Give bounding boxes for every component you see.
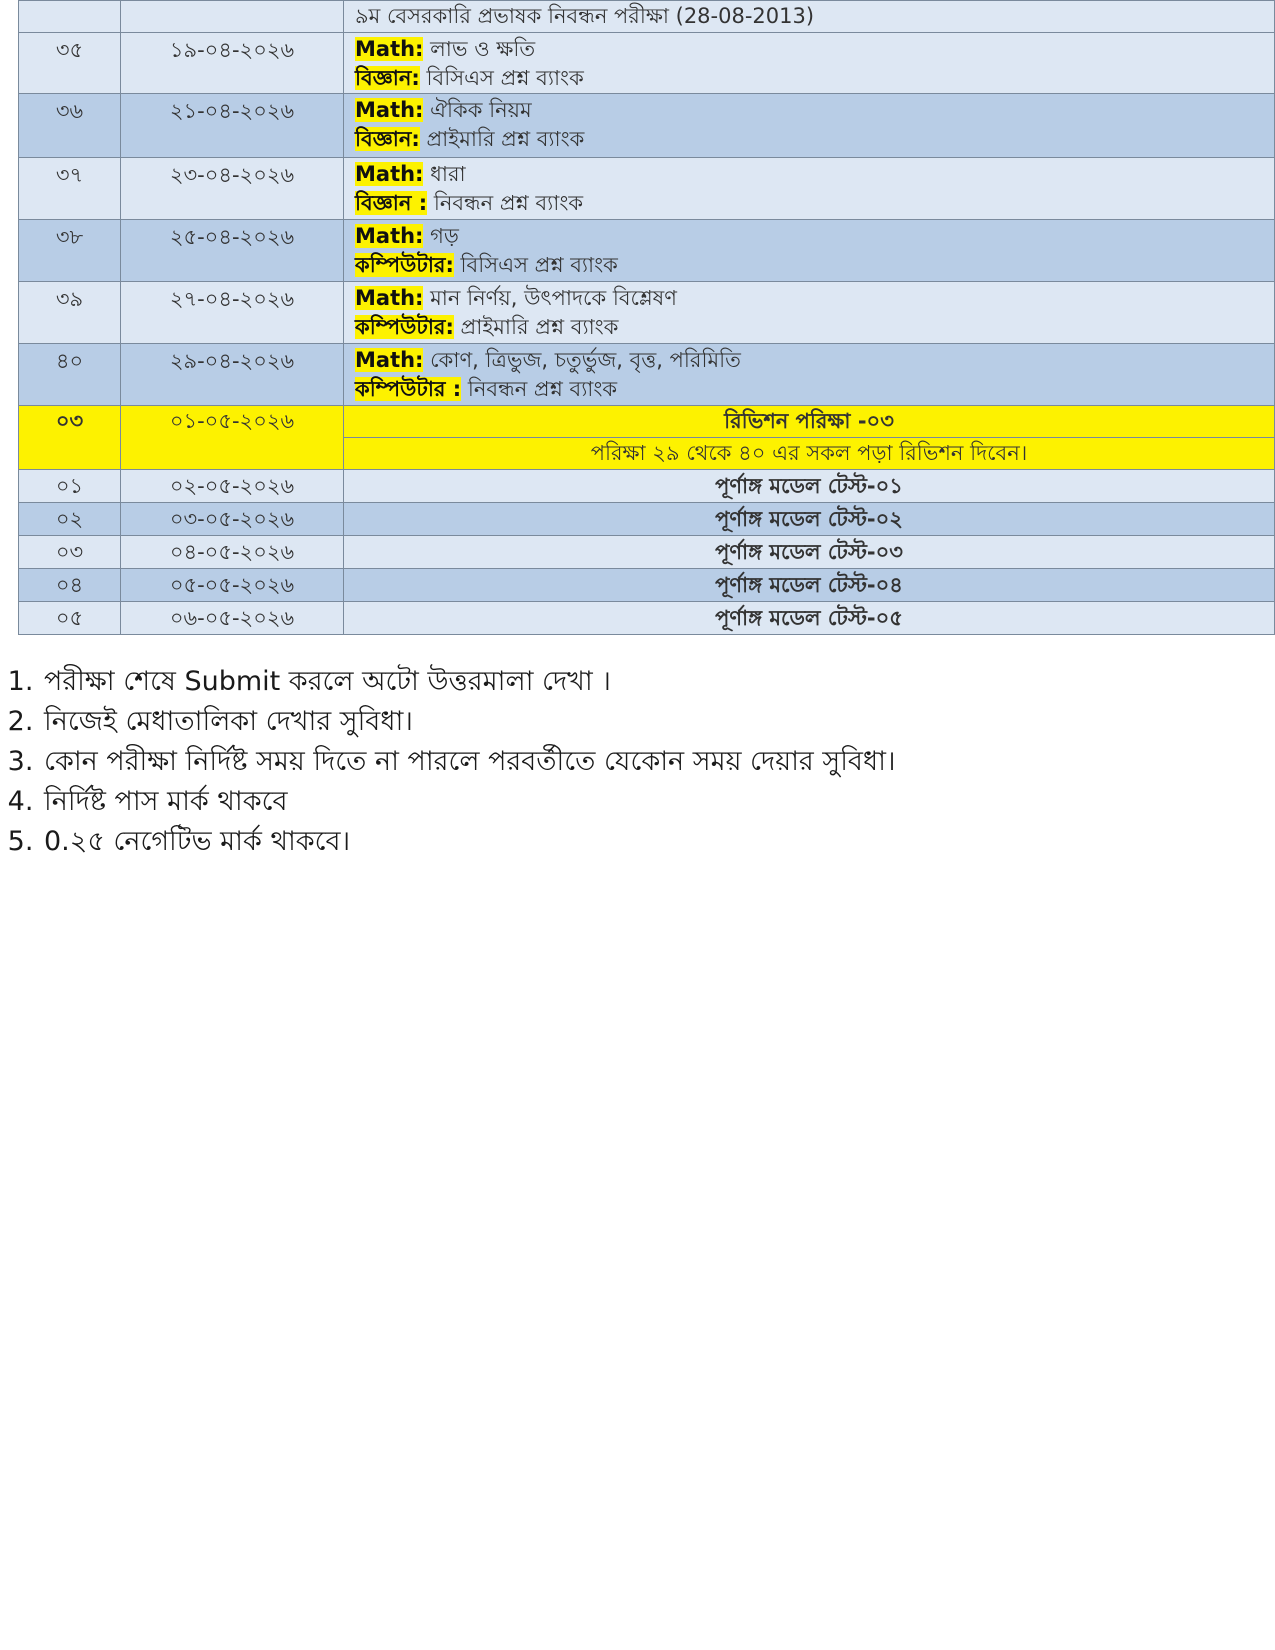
topic-line xyxy=(355,284,1274,313)
subject-tag: Math: xyxy=(355,348,424,372)
topic-line xyxy=(355,346,1274,375)
row-number: ৩৬ xyxy=(19,94,121,158)
topic-line xyxy=(355,251,1274,280)
subject-tag: কম্পিউটার: xyxy=(355,253,454,277)
table-row xyxy=(19,536,1275,569)
row-date: ১৯-০৪-২০২৬ xyxy=(121,33,344,94)
list-item: 3. কোন পরীক্ষা নির্দিষ্ট সময় দিতে না পারলে পরবর্তীতে যেকোন সময় দেয়ার সুবিধা। xyxy=(42,742,896,782)
subject-tag: বিজ্ঞান : xyxy=(355,191,428,215)
row-number: ৩৫ xyxy=(19,33,121,94)
row-date: ২৭-০৪-২০২৬ xyxy=(121,282,344,344)
row-number: ০৪ xyxy=(19,569,121,602)
list-item: 4. নির্দিষ্ট পাস মার্ক থাকবে xyxy=(42,782,896,822)
topic-line xyxy=(355,375,1274,404)
table-row xyxy=(19,282,1275,344)
topic-text: গড় xyxy=(423,224,459,248)
topic-text: ঐকিক নিয়ম xyxy=(423,98,532,122)
topic-text: ধারা xyxy=(423,162,466,186)
row-topics xyxy=(344,344,1275,406)
topic-text: মান নির্ণয়, উৎপাদকে বিশ্লেষণ xyxy=(423,286,677,310)
features-list xyxy=(0,662,896,862)
subject-tag: Math: xyxy=(355,37,424,61)
revision-date: ০১-০৫-২০২৬ xyxy=(121,406,344,470)
table-row xyxy=(19,569,1275,602)
table-row xyxy=(19,220,1275,282)
topic-text: কোণ, ত্রিভুজ, চতুর্ভুজ, বৃত্ত, পরিমিতি xyxy=(423,348,741,372)
topic-text: বিসিএস প্রশ্ন ব্যাংক xyxy=(419,66,584,90)
table-row xyxy=(19,470,1275,503)
topic-line xyxy=(355,313,1274,342)
table-row xyxy=(19,602,1275,635)
subject-tag: বিজ্ঞান: xyxy=(355,66,420,90)
model-test-title: পূর্ণাঙ্গ মডেল টেস্ট-০১ xyxy=(344,470,1275,503)
topic-line xyxy=(355,222,1274,251)
list-item: 5. 0.২৫ নেগেটিভ মার্ক থাকবে। xyxy=(42,822,896,862)
row-date: ২১-০৪-২০২৬ xyxy=(121,94,344,158)
row-number: ৩৭ xyxy=(19,158,121,220)
table-row xyxy=(19,344,1275,406)
exam-source-text: ৯ম বেসরকারি প্রভাষক নিবন্ধন পরীক্ষা (28-08-2013) xyxy=(344,1,1275,33)
list-item: 2. নিজেই মেধাতালিকা দেখার সুবিধা। xyxy=(42,702,896,742)
table-row xyxy=(19,94,1275,158)
subject-tag: Math: xyxy=(355,224,424,248)
topic-text: নিবন্ধন প্রশ্ন ব্যাংক xyxy=(461,377,618,401)
row-date: ০৬-০৫-২০২৬ xyxy=(121,602,344,635)
topic-text: প্রাইমারি প্রশ্ন ব্যাংক xyxy=(453,315,619,339)
topic-line xyxy=(355,189,1274,218)
row-topics xyxy=(344,158,1275,220)
subject-tag: Math: xyxy=(355,286,424,310)
row-number: ০৫ xyxy=(19,602,121,635)
cell-empty xyxy=(19,1,121,33)
topic-text: লাভ ও ক্ষতি xyxy=(423,37,536,61)
topic-text: বিসিএস প্রশ্ন ব্যাংক xyxy=(453,253,618,277)
list-item: 1. পরীক্ষা শেষে Submit করলে অটো উত্তরমালা দেখা । xyxy=(42,662,896,702)
revision-note: পরিক্ষা ২৯ থেকে ৪০ এর সকল পড়া রিভিশন দিবেন। xyxy=(344,438,1275,470)
subject-tag: Math: xyxy=(355,162,424,186)
revision-title: রিভিশন পরিক্ষা -০৩ xyxy=(344,406,1275,438)
subject-tag: Math: xyxy=(355,98,424,122)
row-number: ৩৯ xyxy=(19,282,121,344)
row-number: ৩৮ xyxy=(19,220,121,282)
row-number: ৪০ xyxy=(19,344,121,406)
row-topics xyxy=(344,282,1275,344)
topic-line xyxy=(355,64,1274,93)
topic-line xyxy=(355,96,1274,125)
table-row-header-exam xyxy=(19,1,1275,33)
row-number: ০৩ xyxy=(19,536,121,569)
cell-empty xyxy=(121,1,344,33)
model-test-title: পূর্ণাঙ্গ মডেল টেস্ট-০৩ xyxy=(344,536,1275,569)
subject-tag: বিজ্ঞান: xyxy=(355,127,420,151)
row-number: ০১ xyxy=(19,470,121,503)
topic-text: প্রাইমারি প্রশ্ন ব্যাংক xyxy=(419,127,585,151)
subject-tag: কম্পিউটার : xyxy=(355,377,462,401)
row-number: ০২ xyxy=(19,503,121,536)
row-date: ০৩-০৫-২০২৬ xyxy=(121,503,344,536)
subject-tag: কম্পিউটার: xyxy=(355,315,454,339)
row-topics xyxy=(344,33,1275,94)
exam-schedule-table xyxy=(18,0,1275,635)
table-row xyxy=(19,503,1275,536)
model-test-title: পূর্ণাঙ্গ মডেল টেস্ট-০৫ xyxy=(344,602,1275,635)
table-row xyxy=(19,158,1275,220)
model-test-title: পূর্ণাঙ্গ মডেল টেস্ট-০২ xyxy=(344,503,1275,536)
row-date: ২৩-০৪-২০২৬ xyxy=(121,158,344,220)
row-topics xyxy=(344,94,1275,158)
row-date: ০৫-০৫-২০২৬ xyxy=(121,569,344,602)
row-date: ০২-০৫-২০২৬ xyxy=(121,470,344,503)
revision-number: ০৩ xyxy=(19,406,121,470)
topic-line xyxy=(355,35,1274,64)
table-row xyxy=(19,33,1275,94)
topic-line xyxy=(355,160,1274,189)
row-date: ০৪-০৫-২০২৬ xyxy=(121,536,344,569)
row-date: ২৫-০৪-২০২৬ xyxy=(121,220,344,282)
row-topics xyxy=(344,220,1275,282)
topic-text: নিবন্ধন প্রশ্ন ব্যাংক xyxy=(427,191,584,215)
model-test-title: পূর্ণাঙ্গ মডেল টেস্ট-০৪ xyxy=(344,569,1275,602)
topic-line xyxy=(355,125,1274,154)
row-date: ২৯-০৪-২০২৬ xyxy=(121,344,344,406)
revision-row xyxy=(19,406,1275,438)
